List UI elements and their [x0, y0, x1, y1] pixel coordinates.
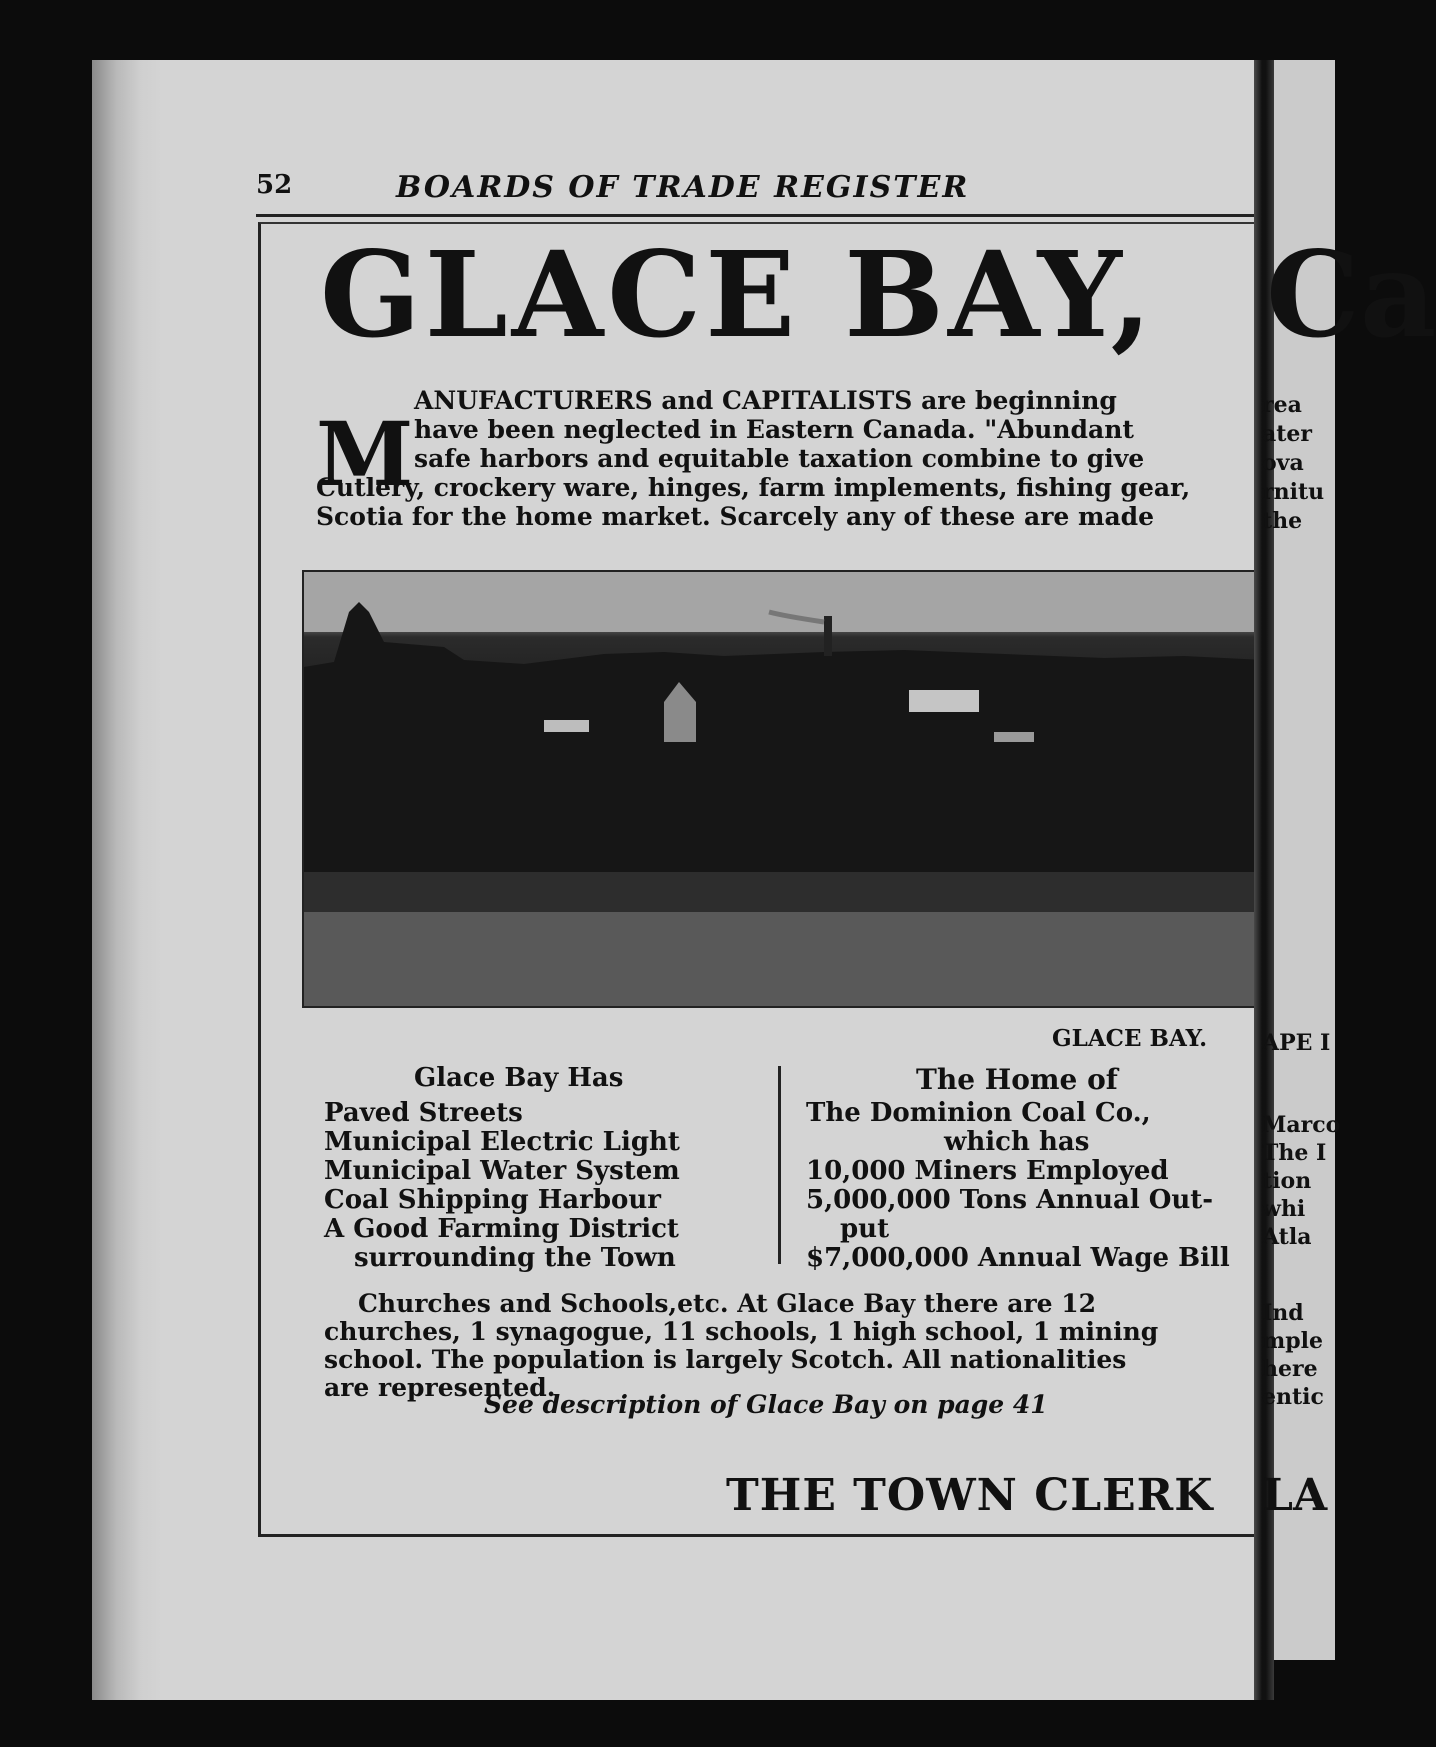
right-column-heading: The Home of [916, 1063, 1118, 1096]
right-text-fragment: the [1262, 508, 1303, 534]
harbour-scene-image [304, 572, 1264, 1006]
ad-title: GLACE BAY, [320, 225, 1156, 364]
intro-line: Scotia for the home market. Scarcely any of these are made [316, 502, 1155, 531]
right-text-fragment: Atla [1262, 1224, 1312, 1250]
intro-line: Cutlery, crockery ware, hinges, farm implements, fishing gear, [316, 473, 1191, 502]
list-item: Municipal Electric Light [324, 1127, 680, 1157]
list-item: $7,000,000 Annual Wage Bill [806, 1243, 1230, 1273]
right-text-fragment: ater [1262, 421, 1313, 447]
paragraph-line: school. The population is largely Scotch. All nationalities [324, 1345, 1127, 1374]
list-item: A Good Farming District [324, 1214, 679, 1244]
paragraph-line: churches, 1 synagogue, 11 schools, 1 high school, 1 mining [324, 1317, 1159, 1346]
list-item: surrounding the Town [354, 1243, 676, 1273]
list-item: 5,000,000 Tons Annual Out- [806, 1185, 1214, 1215]
left-column-heading: Glace Bay Has [414, 1063, 624, 1093]
right-text-fragment: whi [1262, 1196, 1306, 1222]
amenities-list [324, 1099, 680, 1273]
glace-bay-photo [302, 570, 1266, 1008]
dominion-coal-list [806, 1099, 1230, 1273]
photo-caption: GLACE BAY. [1052, 1025, 1208, 1052]
column-divider [778, 1066, 781, 1264]
right-text-fragment: Ind [1262, 1300, 1304, 1326]
right-text-fragment: The I [1262, 1140, 1327, 1166]
right-text-fragment: tion [1262, 1168, 1312, 1194]
list-item: put [840, 1214, 890, 1244]
see-description: See description of Glace Bay on page 41 [484, 1390, 1048, 1419]
right-text-fragment: rnitu [1262, 479, 1325, 505]
signature: THE TOWN CLERK [726, 1470, 1214, 1521]
paragraph-line: are represented. [324, 1373, 556, 1402]
right-text-fragment: Marco [1262, 1112, 1341, 1138]
right-text-fragment: mple [1262, 1328, 1324, 1354]
list-item: which has [944, 1127, 1090, 1157]
header-rule [256, 214, 1266, 217]
list-item: Coal Shipping Harbour [324, 1185, 661, 1215]
churches-paragraph [324, 1290, 1224, 1402]
drop-cap: M [316, 402, 414, 506]
list-item: The Dominion Coal Co., [806, 1098, 1151, 1128]
right-title-fragment: Ca [1266, 225, 1436, 364]
page-gutter [92, 60, 162, 1700]
list-item: Municipal Water System [324, 1156, 680, 1186]
right-text-fragment: rea [1262, 392, 1302, 418]
intro-paragraph [316, 386, 1240, 531]
list-item: Paved Streets [324, 1098, 523, 1128]
list-item: 10,000 Miners Employed [806, 1156, 1169, 1186]
right-text-fragment: ova [1262, 450, 1304, 476]
right-signature-fragment: LA [1262, 1470, 1328, 1521]
right-text-fragment: entic [1262, 1384, 1324, 1410]
intro-line: have been neglected in Eastern Canada. "Abundant [414, 415, 1134, 444]
running-header: BOARDS OF TRADE REGISTER [396, 170, 970, 205]
paragraph-line: Churches and Schools,etc. At Glace Bay there are 12 [358, 1289, 1097, 1318]
intro-line: ANUFACTURERS and CAPITALISTS are beginning [414, 386, 1117, 415]
right-page-fragments [1262, 0, 1436, 1747]
page-number: 52 [256, 170, 293, 200]
right-text-fragment: here [1262, 1356, 1318, 1382]
intro-line: safe harbors and equitable taxation combine to give [414, 444, 1145, 473]
right-caption-fragment: APE I [1262, 1030, 1331, 1056]
